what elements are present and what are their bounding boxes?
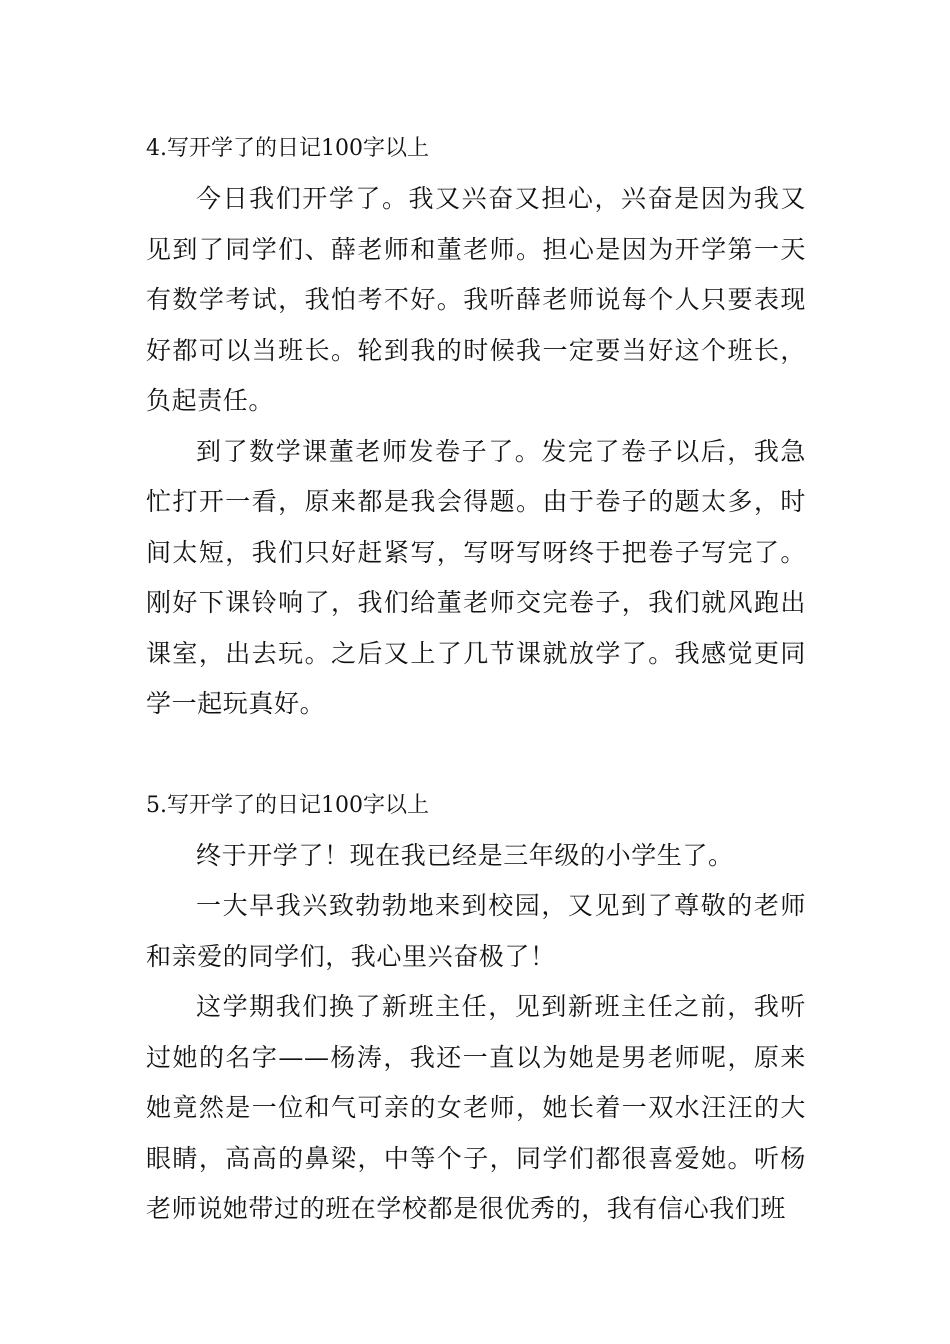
paragraph: 到了数学课董老师发卷子了。发完了卷子以后，我急忙打开一看，原来都是我会得题。由于卷子的题太多，时间太短，我们只好赶紧写，写呀写呀终于把卷子写完了。刚好下课铃响了，我们给董老师交完卷子，我们就风跑出课室，出去玩。之后又上了几节课就放学了。我感觉更同学一起玩真好。	[146, 436, 806, 718]
paragraph: 这学期我们换了新班主任，见到新班主任之前，我听过她的名字——杨涛，我还一直以为她是男老师呢，原来她竟然是一位和气可亲的女老师，她长着一双水汪汪的大眼睛，高高的鼻梁，中等个子，同学们都很喜爱她。听杨老师说她带过的班在学校都是很优秀的，我有信心我们班	[146, 992, 806, 1223]
document-body	[146, 124, 806, 1235]
section-spacer	[146, 730, 806, 781]
paragraph: 终于开学了！现在我已经是三年级的小学生了。	[196, 840, 734, 870]
section-heading-4: 4.写开学了的日记100字以上	[146, 136, 429, 161]
paragraph: 一大早我兴致勃勃地来到校园，又见到了尊敬的老师和亲爱的同学们，我心里兴奋极了！	[146, 891, 806, 971]
section-heading-5: 5.写开学了的日记100字以上	[146, 792, 429, 818]
paragraph: 今日我们开学了。我又兴奋又担心，兴奋是因为我又见到了同学们、薛老师和董老师。担心是因为开学第一天有数学考试，我怕考不好。我听薛老师说每个人只要表现好都可以当班长。轮到我的时候我一定要当好这个班长，负起责任。	[146, 184, 806, 415]
